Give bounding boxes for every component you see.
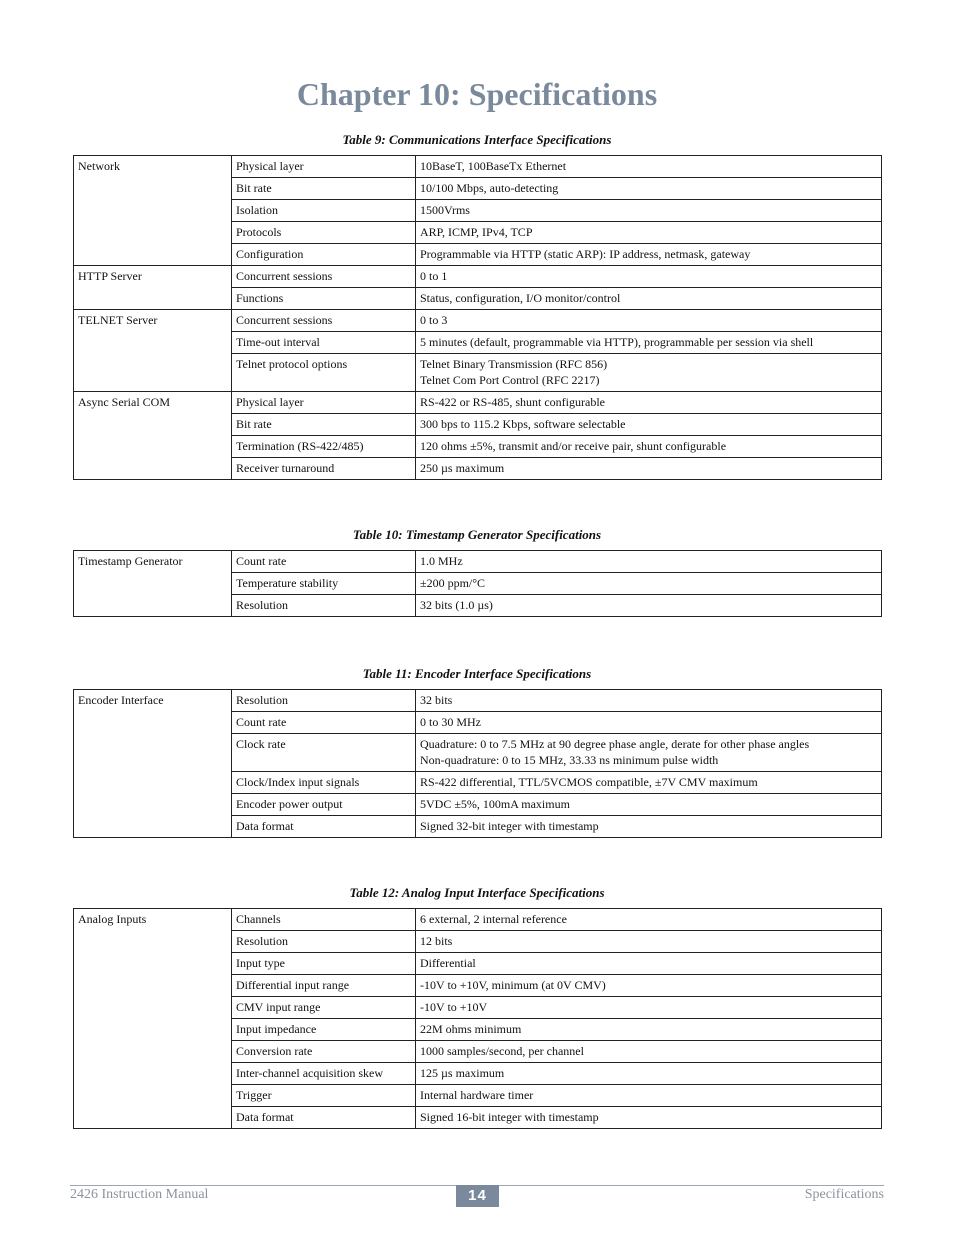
spec-parameter: Data format (232, 1107, 416, 1129)
table-caption: Table 9: Communications Interface Specifications (342, 132, 612, 147)
table-caption: Table 11: Encoder Interface Specifications (362, 666, 592, 681)
spec-parameter: Resolution (232, 931, 416, 953)
spec-parameter: Clock/Index input signals (232, 772, 416, 794)
spec-value: Programmable via HTTP (static ARP): IP address, netmask, gateway (416, 244, 882, 266)
spec-parameter: Protocols (232, 222, 416, 244)
spec-parameter: Input type (232, 953, 416, 975)
table-row (74, 266, 882, 288)
table-caption: Table 10: Timestamp Generator Specifications (352, 527, 602, 542)
spec-value: 10BaseT, 100BaseTx Ethernet (416, 156, 882, 178)
page-title: Chapter 10: Specifications (296, 76, 658, 112)
spec-value: ARP, ICMP, IPv4, TCP (416, 222, 882, 244)
spec-value: 10/100 Mbps, auto-detecting (416, 178, 882, 200)
footer-page-number: 14 (456, 1185, 499, 1207)
spec-value: Telnet Binary Transmission (RFC 856) Telnet Com Port Control (RFC 2217) (416, 354, 882, 392)
spec-parameter: Concurrent sessions (232, 266, 416, 288)
table-row (74, 551, 882, 573)
footer-manual-title: 2426 Instruction Manual (70, 1187, 209, 1202)
spec-parameter: Functions (232, 288, 416, 310)
spec-parameter: Count rate (232, 551, 416, 573)
spec-value: Quadrature: 0 to 7.5 MHz at 90 degree phase angle, derate for other phase angles Non-quadrature: 0 to 15 MHz, 33.33 ns minimum pulse width (416, 734, 882, 772)
spec-value: Signed 32-bit integer with timestamp (416, 816, 882, 838)
spec-value: 1000 samples/second, per channel (416, 1041, 882, 1063)
spec-table (73, 550, 882, 617)
spec-table (73, 689, 882, 838)
spec-parameter: Trigger (232, 1085, 416, 1107)
spec-table (73, 908, 882, 1129)
spec-value: 250 µs maximum (416, 458, 882, 480)
spec-value: 5 minutes (default, programmable via HTTP), programmable per session via shell (416, 332, 882, 354)
spec-value: 6 external, 2 internal reference (416, 909, 882, 931)
spec-parameter: Bit rate (232, 414, 416, 436)
spec-value: 125 µs maximum (416, 1063, 882, 1085)
spec-parameter: Conversion rate (232, 1041, 416, 1063)
spec-parameter: Differential input range (232, 975, 416, 997)
spec-parameter: Resolution (232, 595, 416, 617)
spec-value: Differential (416, 953, 882, 975)
spec-parameter: Channels (232, 909, 416, 931)
table-row (74, 690, 882, 712)
table-row (74, 909, 882, 931)
spec-parameter: Data format (232, 816, 416, 838)
spec-value: 32 bits (416, 690, 882, 712)
spec-value: 32 bits (1.0 µs) (416, 595, 882, 617)
spec-value: RS-422 differential, TTL/5VCMOS compatible, ±7V CMV maximum (416, 772, 882, 794)
spec-parameter: Count rate (232, 712, 416, 734)
spec-value: 1.0 MHz (416, 551, 882, 573)
spec-parameter: Inter-channel acquisition skew (232, 1063, 416, 1085)
group-label: Timestamp Generator (74, 551, 232, 617)
group-label: Encoder Interface (74, 690, 232, 838)
spec-parameter: Input impedance (232, 1019, 416, 1041)
spec-value: 300 bps to 115.2 Kbps, software selectable (416, 414, 882, 436)
group-label: HTTP Server (74, 266, 232, 310)
spec-parameter: Encoder power output (232, 794, 416, 816)
spec-parameter: Temperature stability (232, 573, 416, 595)
spec-value: -10V to +10V, minimum (at 0V CMV) (416, 975, 882, 997)
spec-parameter: Physical layer (232, 392, 416, 414)
table-row (74, 310, 882, 332)
spec-value: 22M ohms minimum (416, 1019, 882, 1041)
table-row (74, 156, 882, 178)
spec-value: 0 to 30 MHz (416, 712, 882, 734)
spec-value: 120 ohms ±5%, transmit and/or receive pair, shunt configurable (416, 436, 882, 458)
group-label: Analog Inputs (74, 909, 232, 1129)
spec-parameter: Physical layer (232, 156, 416, 178)
spec-parameter: Time-out interval (232, 332, 416, 354)
spec-value: -10V to +10V (416, 997, 882, 1019)
spec-parameter: Configuration (232, 244, 416, 266)
spec-table (73, 155, 882, 480)
spec-value: 0 to 1 (416, 266, 882, 288)
footer-section-name: Specifications (804, 1187, 884, 1202)
spec-value: 1500Vrms (416, 200, 882, 222)
spec-parameter: Resolution (232, 690, 416, 712)
spec-value: 12 bits (416, 931, 882, 953)
spec-parameter: CMV input range (232, 997, 416, 1019)
spec-value: Internal hardware timer (416, 1085, 882, 1107)
spec-value: Status, configuration, I/O monitor/control (416, 288, 882, 310)
spec-value: RS-422 or RS-485, shunt configurable (416, 392, 882, 414)
spec-value: Signed 16-bit integer with timestamp (416, 1107, 882, 1129)
spec-parameter: Isolation (232, 200, 416, 222)
spec-parameter: Telnet protocol options (232, 354, 416, 392)
group-label: Network (74, 156, 232, 266)
spec-parameter: Concurrent sessions (232, 310, 416, 332)
table-row (74, 392, 882, 414)
spec-parameter: Bit rate (232, 178, 416, 200)
spec-value: ±200 ppm/°C (416, 573, 882, 595)
group-label: TELNET Server (74, 310, 232, 392)
spec-parameter: Termination (RS-422/485) (232, 436, 416, 458)
spec-parameter: Receiver turnaround (232, 458, 416, 480)
table-caption: Table 12: Analog Input Interface Specifications (349, 885, 605, 900)
spec-parameter: Clock rate (232, 734, 416, 772)
spec-value: 5VDC ±5%, 100mA maximum (416, 794, 882, 816)
group-label: Async Serial COM (74, 392, 232, 480)
spec-value: 0 to 3 (416, 310, 882, 332)
